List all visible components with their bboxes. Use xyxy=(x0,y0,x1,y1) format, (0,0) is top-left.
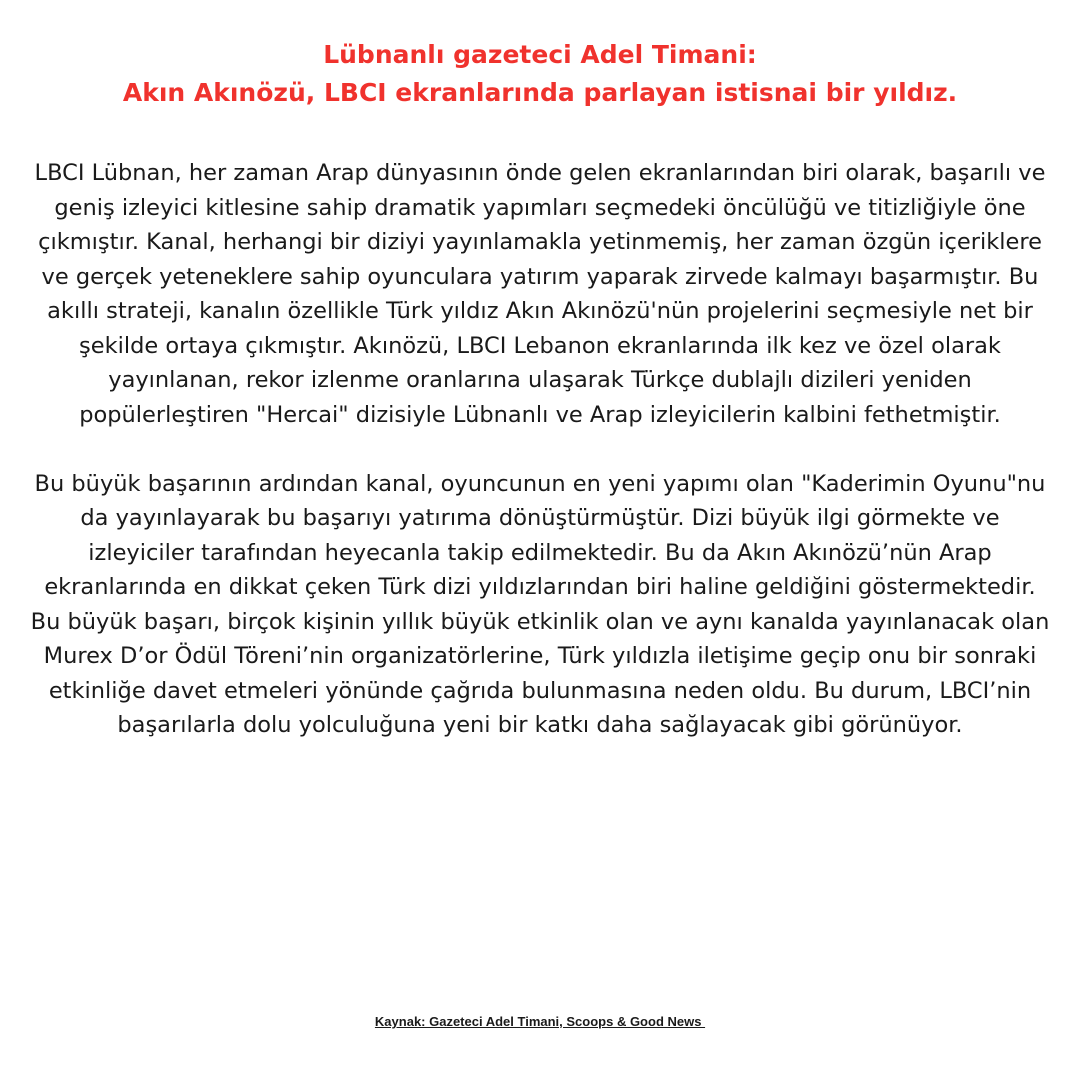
article-paragraph-1: LBCI Lübnan, her zaman Arap dünyasının önde gelen ekranlarından biri olarak, başarılı ve geniş izleyici kitlesine sahip dramatik yapımları seçmedeki öncülüğü ve titizliğiyle öne çıkmıştır. Kanal, herhangi bir diziyi yayınlamakla yetinmemiş, her zaman özgün içeriklere ve gerçek yeteneklere sahip oyunculara yatırım yaparak zirvede kalmayı başarmıştır. Bu akıllı strateji, kanalın özellikle Türk yıldız Akın Akınözü'nün projelerini seçmesiyle net bir şekilde ortaya çıkmıştır. Akınözü, LBCI Lebanon ekranlarında ilk kez ve özel olarak yayınlanan, rekor izlenme oranlarına ulaşarak Türkçe dublajlı dizileri yeniden popülerleştiren "Hercai" dizisiyle Lübnanlı ve Arap izleyicilerin kalbini fethetmiştir. xyxy=(34,160,1046,428)
article-body xyxy=(30,156,1050,743)
paragraph-spacer xyxy=(30,432,1050,467)
headline-line-1: Lübnanlı gazeteci Adel Timani: xyxy=(323,40,757,69)
headline-line-2: Akın Akınözü, LBCI ekranlarında parlayan istisnai bir yıldız. xyxy=(122,78,958,107)
source-credit: Kaynak: Gazeteci Adel Timani, Scoops & Good News xyxy=(374,1014,706,1029)
article-paragraph-2: Bu büyük başarının ardından kanal, oyuncunun en yeni yapımı olan "Kaderimin Oyunu"nu da yayınlayarak bu başarıyı yatırıma dönüştürmüştür. Dizi büyük ilgi görmekte ve izleyiciler tarafından heyecanla takip edilmektedir. Bu da Akın Akınözü’nün Arap ekranlarında en dikkat çeken Türk dizi yıldızlarından biri haline geldiğini göstermektedir. Bu büyük başarı, birçok kişinin yıllık büyük etkinlik olan ve aynı kanalda yayınlanacak olan Murex D’or Ödül Töreni’nin organizatörlerine, Türk yıldızla iletişime geçip onu bir sonraki etkinliğe davet etmeleri yönünde çağrıda bulunmasına neden oldu. Bu durum, LBCI’nin başarılarla dolu yolculuğuna yeni bir katkı daha sağlayacak gibi görünüyor. xyxy=(30,470,1050,738)
headline xyxy=(0,36,1080,112)
